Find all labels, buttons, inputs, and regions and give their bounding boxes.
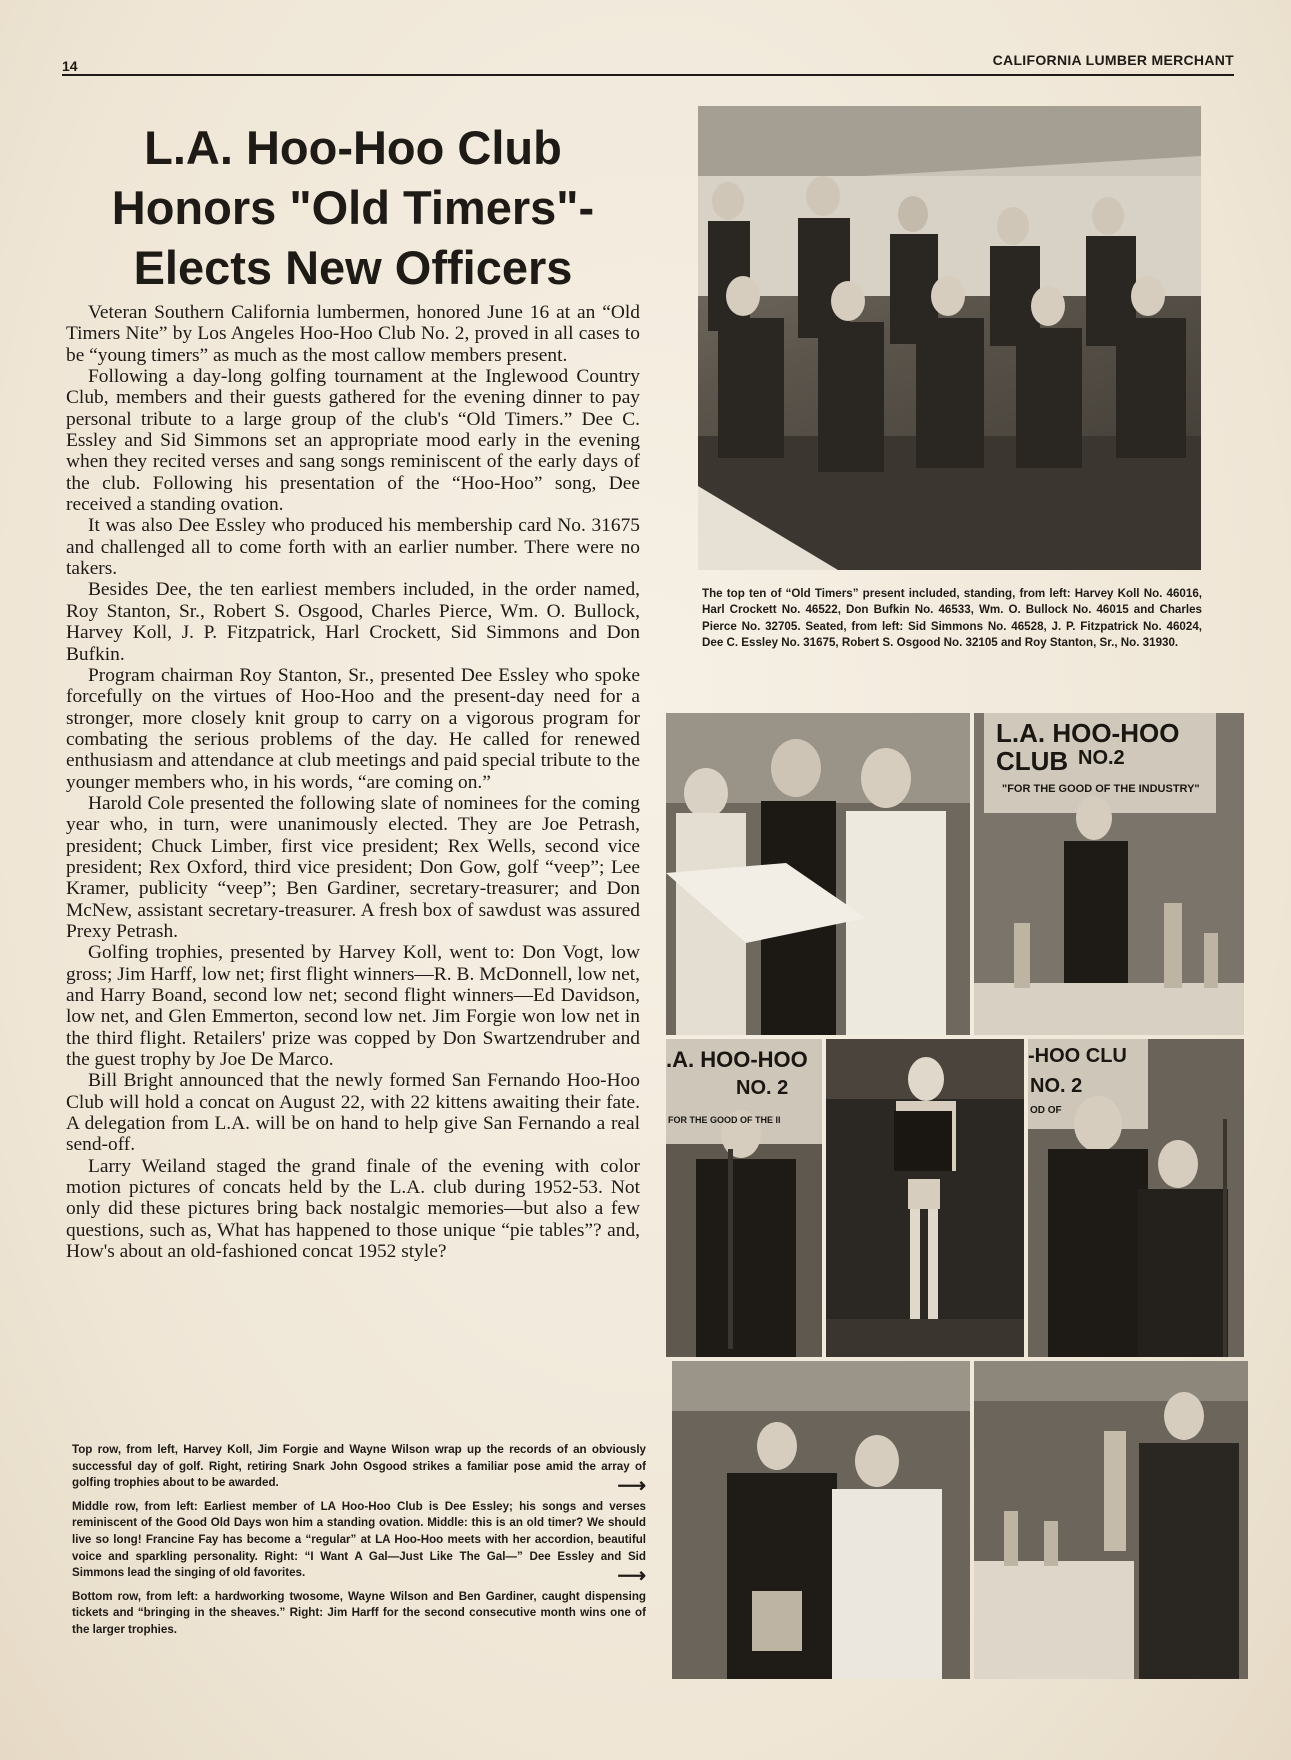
- singing-old-favorites-photo: [1028, 1039, 1244, 1357]
- article-headline: [62, 118, 644, 298]
- caption-bottom-row: [72, 1589, 646, 1639]
- article-paragraph: Golfing trophies, presented by Harvey Koll, went to: Don Vogt, low gross; Jim Harff, low net; first flight winners—R. B. McDonnell, low net, and Harry Boand, second low net; second flight winners—Ed Davidson, low net, and Glen Emmerton, second low net. Jim Forgie won low net in the third flight. Retailers' prize was copped by Don Swartzendruber and the guest trophy by Joe De Marco.: [66, 942, 640, 1071]
- article-paragraph: Harold Cole presented the following slate of nominees for the coming year who, in turn, were unanimously elected. They are Joe Petrash, president; Chuck Limber, first vice president; Rex Wells, second vice president; Rex Oxford, third vice president; Don Gow, golf “veep”; Lee Kramer, publicity “veep”; Ben Gardiner, secretary-treasurer; and Don McNew, assistant secretary-treasurer. A fresh box of sawdust was assured Prexy Petrash.: [66, 792, 640, 942]
- dee-essley-photo: [666, 1039, 822, 1357]
- caption-middle-row-text: Middle row, from left: Earliest member of LA Hoo-Hoo Club is Dee Essley; his songs and verses reminiscent of the Good Old Days won him a standing ovation. Middle: this is an old timer? We should live so long! Francine Fay has become a “regular” at LA Hoo-Hoo meets with her accordion, beautiful voice and sparkling personality. Right: “I Want A Gal—Just Like The Gal—” Dee Essley and Sid Simmons lead the singing of old favorites.: [72, 1499, 646, 1580]
- club-sign-motto: "FOR THE GOOD OF THE INDUSTRY": [1002, 783, 1200, 795]
- article-paragraph: It was also Dee Essley who produced his membership card No. 31675 and challenged all to come forth with an earlier number. There were no takers.: [66, 515, 640, 580]
- old-timers-group-photo: [698, 106, 1201, 570]
- publication-name: CALIFORNIA LUMBER MERCHANT: [992, 52, 1234, 68]
- page-number: 14: [62, 58, 78, 74]
- article-paragraph: Following a day-long golfing tournament at the Inglewood Country Club, members and their guests gathered for the evening dinner to pay personal tribute to a large group of the club's “Old Timers.” Dee C. Essley and Sid Simmons set an appropriate mood early in the evening when they recited verses and sang songs reminiscent of the early days of the club. Following his presentation of the “Hoo-Hoo” song, Dee received a standing ovation.: [66, 366, 640, 516]
- trophies-osgood-photo: [974, 713, 1244, 1035]
- jim-harff-trophy-photo: [974, 1361, 1248, 1679]
- article-paragraph: Besides Dee, the ten earliest members included, in the order named, Roy Stanton, Sr., Robert S. Osgood, Charles Pierce, Wm. O. Bullock, Harvey Koll, J. P. Fitzpatrick, Harl Crockett, Sid Simmons and Don Bufkin.: [66, 579, 640, 665]
- sign-text: -HOO CLU: [1028, 1045, 1127, 1067]
- article-paragraph: Veteran Southern California lumbermen, honored June 16 at an “Old Timers Nite” by Los Angeles Hoo-Hoo Club No. 2, proved in all cases to be “young timers” as much as the most callow members present.: [66, 302, 640, 366]
- golf-records-photo: [666, 713, 970, 1035]
- article-paragraph: Program chairman Roy Stanton, Sr., presented Dee Essley who spoke forcefully on the virtues of Hoo-Hoo and the present-day need for a stronger, more closely knit group to carry on a vigorous program for combating the serious problems of the day. He called for renewed enthusiasm and attendance at club meetings and paid special tribute to the younger members who, in his words, “are coming on.”: [66, 664, 640, 793]
- headline-line: Elects New Officers: [133, 241, 573, 294]
- sign-motto: FOR THE GOOD OF THE II: [668, 1115, 781, 1125]
- francine-fay-accordion-photo: [826, 1039, 1024, 1357]
- caption-top-row-text: Top row, from left, Harvey Koll, Jim Forgie and Wayne Wilson wrap up the records of an obviously successful day of golf. Right, retiring Snark John Osgood strikes a familiar pose amid the array of golfing trophies about to be awarded.: [72, 1443, 646, 1490]
- sign-number: NO. 2: [736, 1077, 789, 1099]
- header-rule: [62, 74, 1234, 76]
- caption-top-row: [72, 1442, 646, 1497]
- sign-number: NO. 2: [1030, 1075, 1083, 1097]
- arrow-right-icon: ⟶: [617, 1564, 646, 1587]
- club-sign-text: L.A. HOO-HOO CLUB: [996, 718, 1180, 776]
- article-paragraph: Bill Bright announced that the newly formed San Fernando Hoo-Hoo Club will hold a concat on August 22, with 22 kittens awaiting their fate. A delegation from L.A. will be on hand to help give San Fernando a real send-off.: [66, 1070, 640, 1156]
- club-sign-number: NO.2: [1078, 747, 1125, 769]
- article-paragraph: Larry Weiland staged the grand finale of the evening with color motion pictures of concats held by the L.A. club during 1952-53. Not only did these pictures bring back nostalgic memories—but also a few questions, such as, What has happened to those unique “pie tables”? and, How's about an old-fashioned concat 1952 style?: [66, 1155, 640, 1263]
- caption-bottom-row-text: Bottom row, from left: a hardworking twosome, Wayne Wilson and Ben Gardiner, caught dispensing tickets and “bringing in the sheaves.” Right: Jim Harff for the second consecutive month wins one of the larger trophies.: [72, 1589, 646, 1636]
- photo-captions-block: [72, 1442, 646, 1646]
- running-header: [62, 52, 1234, 76]
- sign-motto: OD OF: [1030, 1105, 1062, 1116]
- article-body: [66, 302, 640, 1262]
- sign-text: .A. HOO-HOO: [666, 1047, 808, 1072]
- headline-line: L.A. Hoo-Hoo Club: [144, 121, 562, 174]
- arrow-right-icon: ⟶: [617, 1474, 646, 1497]
- caption-middle-row: [72, 1499, 646, 1587]
- tickets-twosome-photo: [672, 1361, 970, 1679]
- top-photo-caption: The top ten of “Old Timers” present included, standing, from left: Harvey Koll No. 46016, Harl Crockett No. 46522, Don Bufkin No. 46533, Wm. O. Bullock No. 46015 and Charles Pierce No. 32705. Seated, from left: Sid Simmons No. 46528, J. P. Fitzpatrick No. 46024, Dee C. Essley No. 31675, Robert S. Osgood No. 32105 and Roy Stanton, Sr., No. 31930.: [702, 587, 1202, 649]
- headline-line: Honors "Old Timers"-: [111, 181, 595, 234]
